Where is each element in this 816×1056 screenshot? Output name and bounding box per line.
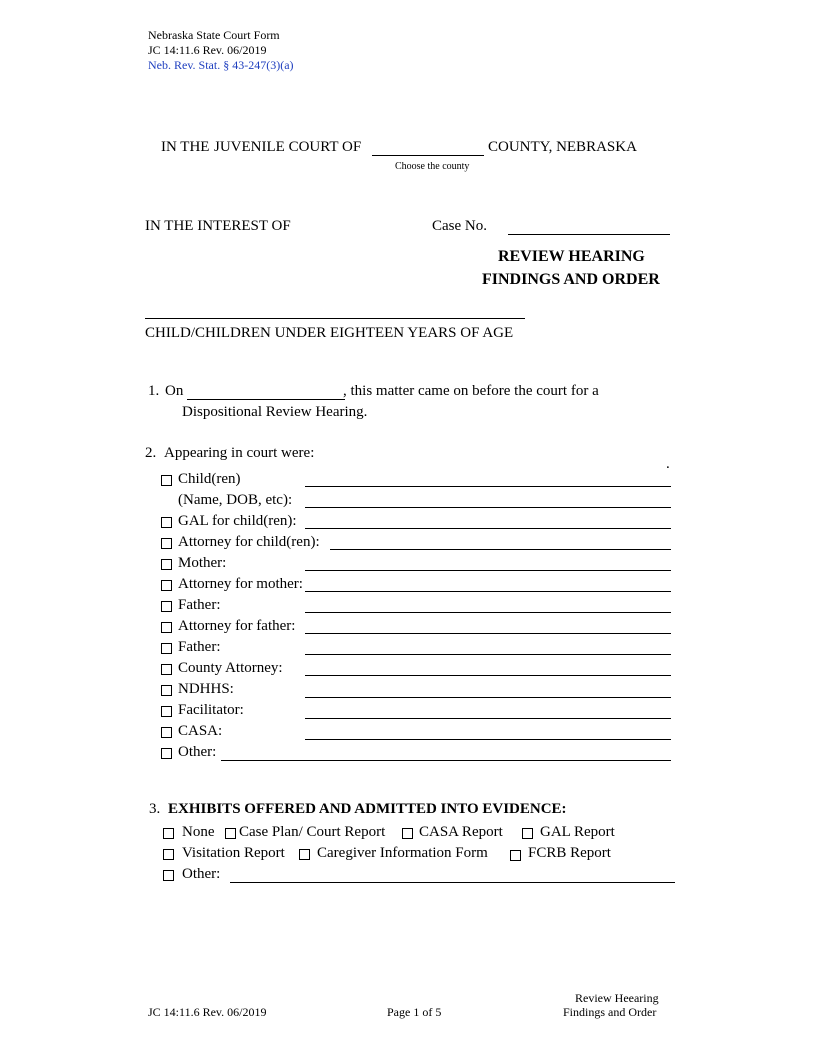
exhibit-none-checkbox[interactable] [163, 828, 174, 839]
father2-field[interactable] [305, 654, 671, 655]
casa-label: CASA: [178, 723, 223, 739]
item1-text-b: Dispositional Review Hearing. [182, 404, 368, 420]
stray-dot: . [666, 456, 670, 472]
casa-field[interactable] [305, 739, 671, 740]
other-party-label: Other: [178, 744, 217, 760]
child-label: Child(ren) [178, 471, 241, 487]
title-line-1: REVIEW HEARING [498, 248, 645, 265]
facilitator-label: Facilitator: [178, 702, 244, 718]
facilitator-checkbox[interactable] [161, 706, 172, 717]
case-no-label: Case No. [432, 218, 487, 234]
exhibit-other-checkbox[interactable] [163, 870, 174, 881]
father2-label: Father: [178, 639, 221, 655]
exhibit-casa-report-label: CASA Report [419, 824, 503, 840]
item1-prefix: On [165, 383, 184, 399]
title-line-2: FINDINGS AND ORDER [482, 271, 660, 288]
item1-text-a: , this matter came on before the court for a [343, 383, 599, 399]
exhibit-caregiver-checkbox[interactable] [299, 849, 310, 860]
exhibit-fcrb-label: FCRB Report [528, 845, 611, 861]
exhibit-gal-report-checkbox[interactable] [522, 828, 533, 839]
facilitator-field[interactable] [305, 718, 671, 719]
attorney-child-field[interactable] [330, 549, 671, 550]
other-party-checkbox[interactable] [161, 748, 172, 759]
attorney-mother-field[interactable] [305, 591, 671, 592]
county-field[interactable] [372, 155, 484, 156]
gal-checkbox[interactable] [161, 517, 172, 528]
exhibit-caregiver-label: Caregiver Information Form [317, 845, 488, 861]
attorney-father-label: Attorney for father: [178, 618, 296, 634]
mother-field[interactable] [305, 570, 671, 571]
child-name-field[interactable] [145, 318, 525, 319]
child-field-line-2[interactable] [305, 507, 671, 508]
form-id-label: JC 14:11.6 Rev. 06/2019 [148, 43, 267, 57]
father-label: Father: [178, 597, 221, 613]
exhibit-visitation-label: Visitation Report [182, 845, 285, 861]
father-field[interactable] [305, 612, 671, 613]
attorney-father-field[interactable] [305, 633, 671, 634]
footer-form-id: JC 14:11.6 Rev. 06/2019 [148, 1005, 267, 1019]
item3-number: 3. [149, 801, 161, 817]
exhibit-none-label: None [182, 824, 215, 840]
gal-field[interactable] [305, 528, 671, 529]
exhibit-case-plan-label: Case Plan/ Court Report [239, 824, 386, 840]
mother-label: Mother: [178, 555, 227, 571]
ndhhs-field[interactable] [305, 697, 671, 698]
county-hint: Choose the county [395, 161, 470, 172]
father2-checkbox[interactable] [161, 643, 172, 654]
ndhhs-checkbox[interactable] [161, 685, 172, 696]
attorney-child-label: Attorney for child(ren): [178, 534, 320, 550]
child-sublabel: (Name, DOB, etc): [178, 492, 293, 508]
attorney-father-checkbox[interactable] [161, 622, 172, 633]
exhibit-other-label: Other: [182, 866, 221, 882]
exhibit-gal-report-label: GAL Report [540, 824, 615, 840]
other-party-field[interactable] [221, 760, 671, 761]
county-attorney-checkbox[interactable] [161, 664, 172, 675]
father-checkbox[interactable] [161, 601, 172, 612]
children-label: CHILD/CHILDREN UNDER EIGHTEEN YEARS OF AGE [145, 325, 514, 341]
hearing-date-field[interactable] [187, 399, 345, 400]
attorney-child-checkbox[interactable] [161, 538, 172, 549]
exhibit-case-plan-checkbox[interactable] [225, 828, 236, 839]
form-agency-label: Nebraska State Court Form [148, 28, 280, 42]
statute-link[interactable]: Neb. Rev. Stat. § 43-247(3)(a) [148, 58, 294, 72]
footer-title-line-2: Findings and Order [563, 1005, 657, 1019]
mother-checkbox[interactable] [161, 559, 172, 570]
attorney-mother-label: Attorney for mother: [178, 576, 303, 592]
footer-page-number: Page 1 of 5 [387, 1005, 442, 1019]
interest-of-label: IN THE INTEREST OF [145, 218, 291, 234]
gal-label: GAL for child(ren): [178, 513, 297, 529]
exhibit-casa-report-checkbox[interactable] [402, 828, 413, 839]
ndhhs-label: NDHHS: [178, 681, 234, 697]
county-suffix: COUNTY, NEBRASKA [488, 139, 637, 155]
footer-title-line-1: Review Heearing [575, 991, 659, 1005]
casa-checkbox[interactable] [161, 727, 172, 738]
item3-heading: EXHIBITS OFFERED AND ADMITTED INTO EVIDENCE: [168, 801, 567, 817]
county-attorney-field[interactable] [305, 675, 671, 676]
exhibit-other-field[interactable] [230, 882, 675, 883]
child-field-line-1[interactable] [305, 486, 671, 487]
case-number-field[interactable] [508, 234, 670, 235]
county-attorney-label: County Attorney: [178, 660, 283, 676]
item2-heading: Appearing in court were: [164, 445, 315, 461]
item1-number: 1. [148, 383, 160, 399]
child-checkbox[interactable] [161, 475, 172, 486]
court-prefix: IN THE [161, 139, 210, 155]
exhibit-visitation-checkbox[interactable] [163, 849, 174, 860]
exhibit-fcrb-checkbox[interactable] [510, 850, 521, 861]
court-name: JUVENILE COURT OF [214, 139, 362, 155]
attorney-mother-checkbox[interactable] [161, 580, 172, 591]
item2-number: 2. [145, 445, 157, 461]
